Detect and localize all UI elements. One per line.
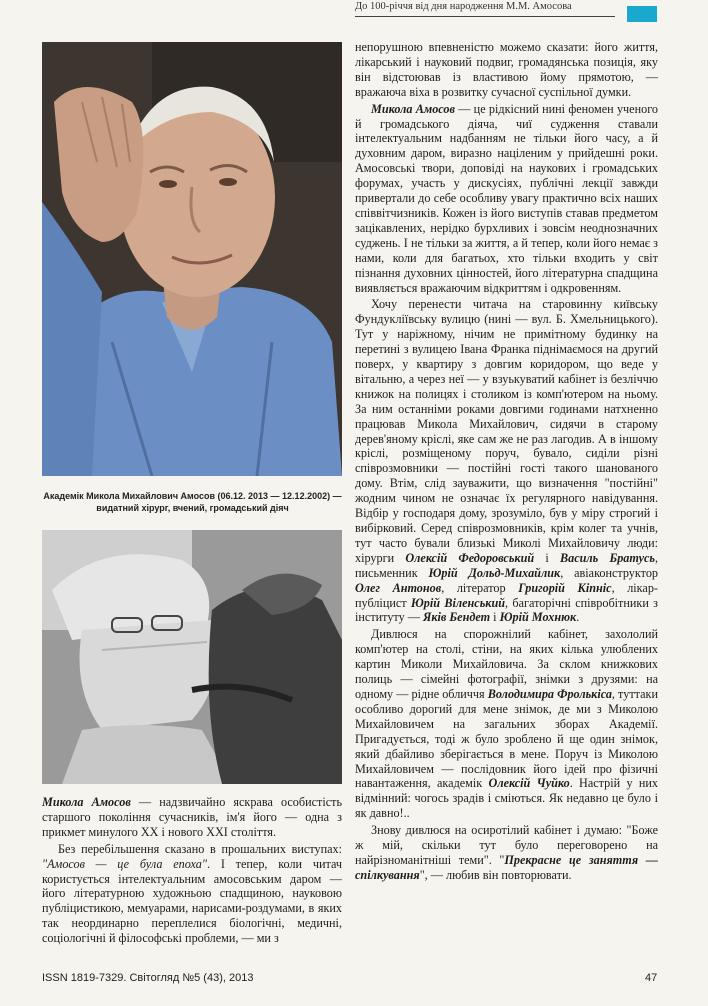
paragraph-text: , туттаки особливо дорогий для мене знімок, де ми з Миколою Михайловичем на загальних зборах Академії. Пригадується, тоді ж було зроблено й ще один знімок, який дбайливо зберігається в мене. Поруч із Миколою Михайловичем — послідовник його ідей про фізичні навантаження, академік xyxy=(355,686,658,791)
name-vilensky: Юрій Віленський xyxy=(410,595,506,610)
paragraph-text: непорушною впевненістю можемо сказати: його життя, лікарський і науковий подвиг, громадянська позиція, яку він відстоював із властивою йому прямотою, — вражаюча віха в розвитку сучасної суспільної думки. xyxy=(355,40,658,99)
running-head: До 100-річчя від дня народження М.М. Амосова xyxy=(355,0,615,17)
name-mokhniuk: Юрій Мохнюк xyxy=(499,610,577,625)
paragraph-text: Без перебільшення сказано в прошальних виступах: xyxy=(58,841,342,856)
name-bendet: Якiв Бендет xyxy=(422,610,491,625)
paragraph-text: Дивлюся на спорожнілий кабінет, захололий комп'ютер на столі, стіни, на яких кілька улюблених картин Миколи Михайловича. За склом книжкових полиць — сімейні фотографії, знімки з друзями: на одному — рідне обличчя xyxy=(355,627,658,701)
journal-footer: ISSN 1819-7329. Світогляд №5 (43), 2013 xyxy=(42,972,254,984)
left-paragraph-2 xyxy=(42,842,342,946)
paragraph-text: , лікар-публіцист xyxy=(355,580,658,610)
quote-epoch: "Амосов — це була епоха" xyxy=(42,856,208,871)
quote-communication: Прекрасне це заняття — спілкування xyxy=(355,852,658,882)
page-number: 47 xyxy=(645,972,658,984)
right-paragraph-2 xyxy=(355,102,658,296)
name-fedorovsky: Олексій Федоровський xyxy=(405,550,535,565)
paragraph-text: Хочу перенести читача на старовинну київську Фундукліївську вулицю (нині — вул. Б. Хмельницького). Тут у наріжному, нічим не примітному будинку на перетині з вулицею Івана Франка піднімаємося на другий поверх, у квартиру з довгим коридором, що веде у вітальню, а через неї — у взуькуватий кабінет із безліччю книжок на полицях і столиком із комп'ютером на ньому. За ним останніми роками довгими годинами натхненно працював Микола Михайлович, сидячи в старому дерев'яному кріслі, яке сам же не раз лагодив. А в іншому кріслі, розміщеному поруч, бувало, сиділи різні співрозмовники — постійні гості такого шанованого дому. Втім, слід зауважити, що визначення "постійні" жодним чином не означає їх регулярного навідування. Відбір у господаря дому, зрозуміло, був у міру строгий і вибірковий. Серед співрозмовників, крім колег та учнів, тут часто бували близькі Миколі Михайловичу люди: хірурги xyxy=(355,297,658,565)
paragraph-text: ", — любив він повторювати. xyxy=(419,867,572,882)
name-dold-mykhailyk: Юрій Дольд-Михайлик xyxy=(428,565,561,580)
section-tab-marker xyxy=(627,6,657,22)
paragraph-text: , літератор xyxy=(441,580,519,595)
portrait-photo xyxy=(42,42,342,476)
paragraph-text: і xyxy=(490,610,500,625)
left-text-column xyxy=(42,795,342,946)
portrait-illustration xyxy=(42,42,342,476)
right-text-column xyxy=(355,40,658,883)
right-paragraph-5 xyxy=(355,823,658,883)
paragraph-text: . Настрій у них відмінний: чогось зрадів і сміються. Як недавно це було і як давно!.. xyxy=(355,776,658,821)
paragraph-text: . І тепер, коли читач користується інтелектуальним амосовським даром — його літературною художньою спадщиною, науковою публіцистикою, мемуарами, нарисами-роздумами, в яких так неординарно переплелися біологічні, медичні, соціологічні й філософські проблеми, — ми з xyxy=(42,856,342,946)
right-paragraph-3 xyxy=(355,297,658,625)
paragraph-text: . xyxy=(576,610,580,625)
name-amosov: Микола Амосов xyxy=(42,795,131,809)
paragraph-text: Знову дивлюся на осиротілий кабінет і думаю: "Боже ж мій, скільки тут було переговорено на найрізноманітніші теми". " xyxy=(355,823,658,867)
surgery-illustration xyxy=(42,530,342,784)
paragraph-text: і xyxy=(534,550,560,565)
surgery-photo xyxy=(42,530,342,784)
name-frolkis: Володимира Фролькіса xyxy=(487,686,612,701)
paragraph-text: , письменник xyxy=(355,550,659,580)
left-paragraph-1 xyxy=(42,795,342,840)
paragraph-text: — надзвичайно яскрава особистість старшого покоління сучасників, ім'я його — одна з прикмет минулого XX і нового XXI століття. xyxy=(42,795,343,839)
name-amosov: Микола Амосов xyxy=(371,101,455,116)
right-paragraph-1 xyxy=(355,40,658,100)
paragraph-text: , багаторічні співробітники з інституту — xyxy=(355,595,658,625)
portrait-caption: Академік Микола Михайлович Амосов (06.12. 2013 — 12.12.2002) — видатний хірург, вчений, громадський діяч xyxy=(43,491,342,513)
paragraph-text: , авіаконструктор xyxy=(560,565,659,580)
name-bratus: Василь Братусь xyxy=(560,550,655,565)
name-antonov: Олег Антонов xyxy=(355,580,442,595)
name-chuiko: Олексій Чуйко xyxy=(488,776,570,791)
name-kipnis: Григорій Кіпніс xyxy=(518,580,612,595)
paragraph-text: — це рідкісний нині феномен ученого й громадського діяча, чиї судження ставали інтелектуальним надбанням не тільки його часу, а й духовним даром, виразно націленим у прийдешні роки. Амосовські твори, доповіді на наукових і громадських форумах, участь у дискусіях, публічні лекції завжди привертали до себе особливу увагу практично всіх наших співвітчизників. Кожен із його виступів ставав предметом зацікавлених, нерідко бурхливих і зовсім неоднозначних суджень. І не тільки за життя, а й тепер, коли його немає з нами, коли для багатьох, хто тільки входить у світ пізнання духовних цінностей, його літературна спадщина виявляється вражаючим відкриттям і одкровенням. xyxy=(355,101,658,295)
right-paragraph-4 xyxy=(355,627,658,821)
